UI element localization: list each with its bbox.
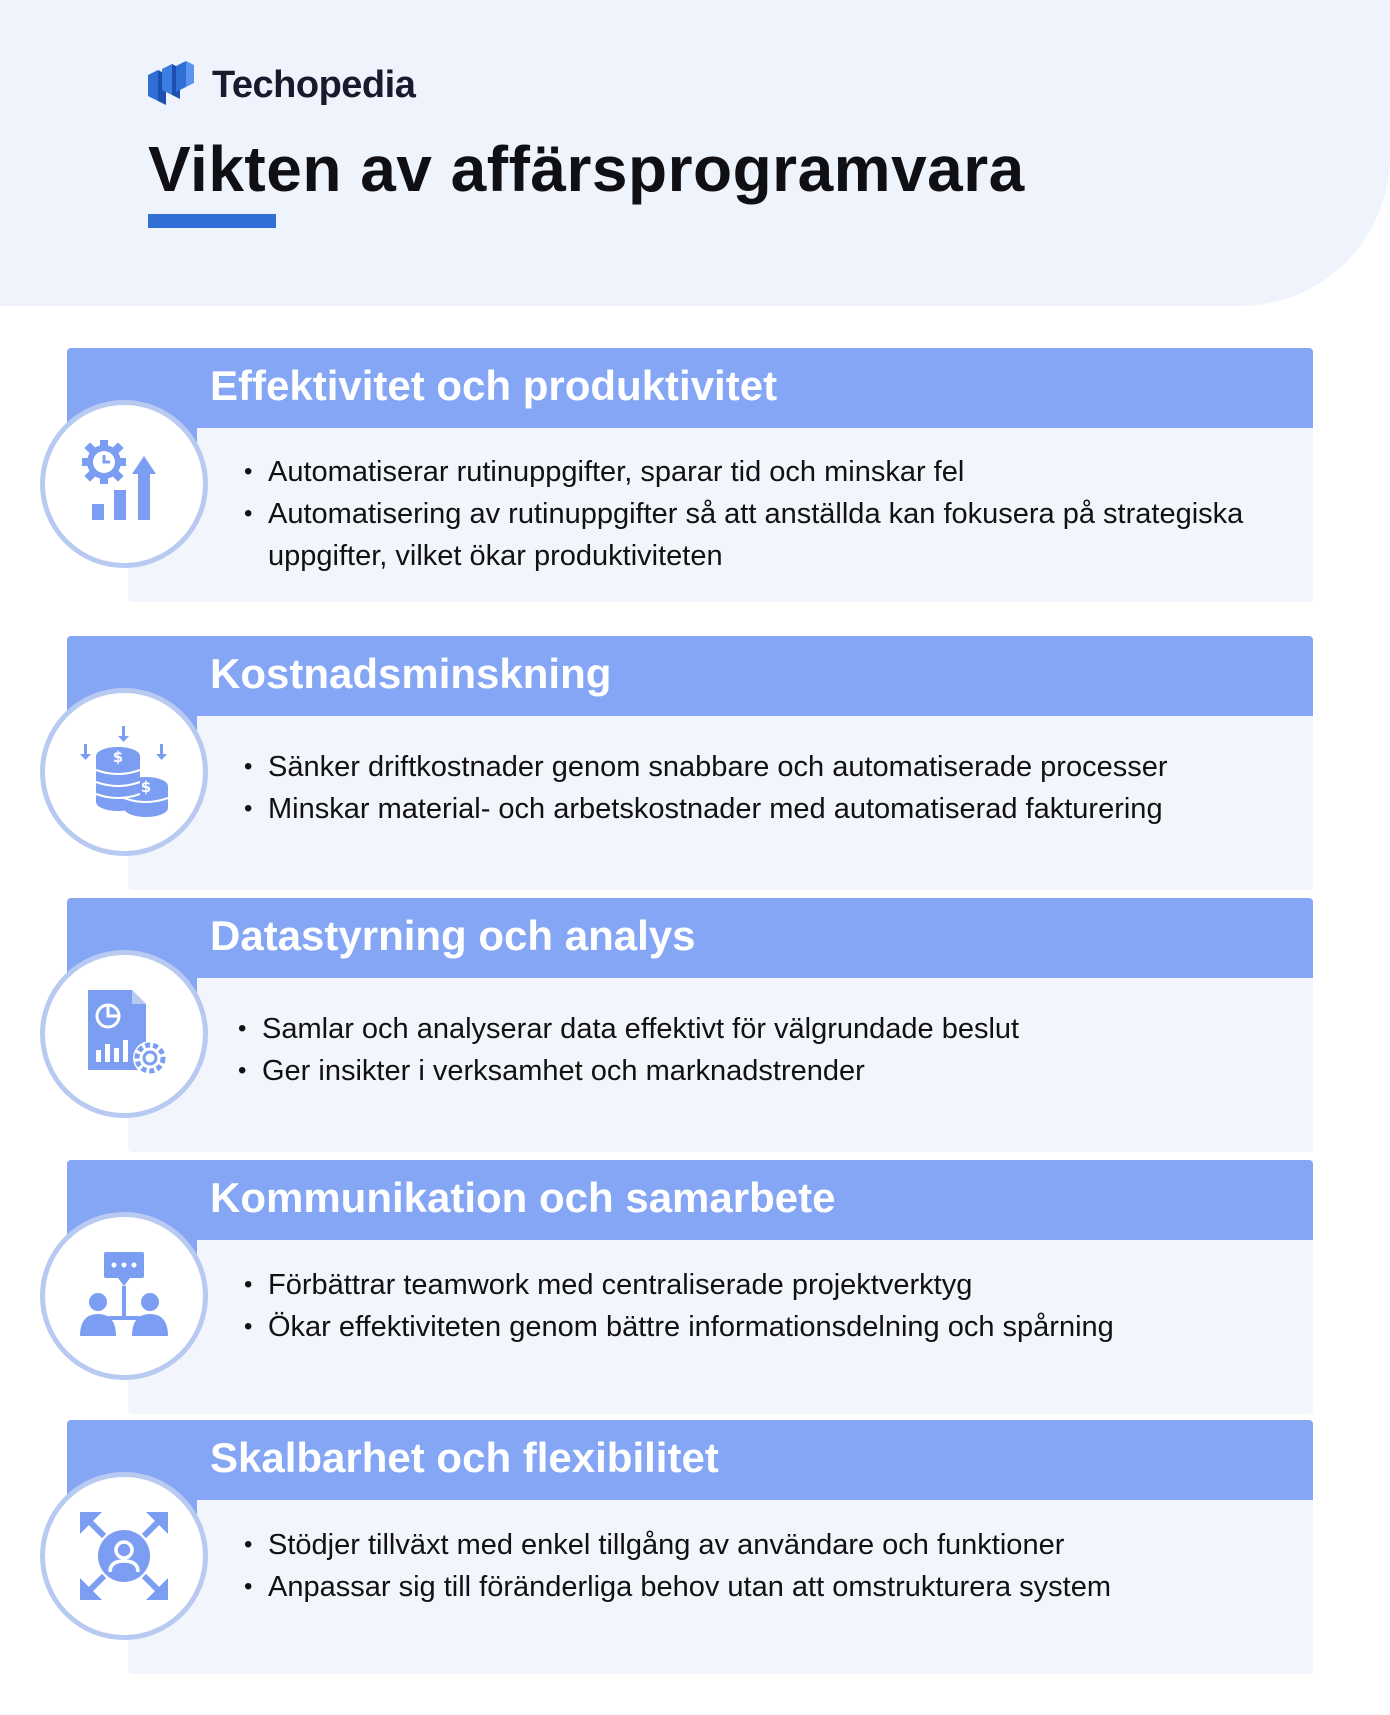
section-title: Datastyrning och analys [210,912,696,959]
section-icon-circle [40,688,208,856]
svg-text:$: $ [112,748,124,766]
section-icon-circle [40,400,208,568]
page-title: Vikten av affärsprogramvara [148,133,1025,205]
list-item: • Förbättrar teamwork med centraliserade projektverktyg [244,1264,1284,1306]
list-item: • Sänker driftkostnader genom snabbare och automatiserade processer [244,746,1284,788]
section-icon-circle [40,1212,208,1380]
section-kommunikation [40,1160,1320,1415]
list-item: • Stödjer tillväxt med enkel tillgång av användare och funktioner [244,1524,1284,1566]
brand-logo[interactable] [148,58,415,112]
list-item: • Ger insikter i verksamhet och marknadstrender [238,1050,1278,1092]
list-item: • Minskar material- och arbetskostnader med automatiserad fakturering [244,788,1284,830]
list-item: • Automatisering av rutinuppgifter så att anställda kan fokusera på strategiska uppgifter, vilket ökar produktiviteten [244,493,1284,577]
section-title: Kostnadsminskning [210,650,612,697]
section-title: Effektivitet och produktivitet [210,362,778,409]
team-chat-icon [74,1246,174,1346]
section-title: Kommunikation och samarbete [210,1174,836,1221]
section-icon-circle [40,1472,208,1640]
section-bullet-list [238,1008,1278,1092]
user-expand-icon [74,1506,174,1606]
data-report-icon [74,984,174,1084]
list-item: • Samlar och analyserar data effektivt för välgrundade beslut [238,1008,1278,1050]
section-bullet-list [244,1264,1284,1348]
section-icon-circle [40,950,208,1118]
list-item: • Anpassar sig till föränderliga behov utan att omstrukturera system [244,1566,1284,1608]
section-skalbarhet [40,1420,1320,1675]
section-bullet-list [244,746,1284,830]
techopedia-logo-icon [148,61,194,109]
coins-down-icon [74,722,174,822]
brand-name: Techopedia [212,63,416,106]
section-datastyrning [40,898,1320,1153]
section-bullet-list [244,1524,1284,1608]
section-bullet-list [244,451,1284,577]
section-title: Skalbarhet och flexibilitet [210,1434,719,1481]
list-item: • Automatiserar rutinuppgifter, sparar tid och minskar fel [244,451,1284,493]
list-item: • Ökar effektiviteten genom bättre informationsdelning och spårning [244,1306,1284,1348]
title-underline [148,214,276,228]
svg-text:$: $ [140,778,152,796]
gear-clock-growth-icon [74,434,174,534]
section-effektivitet [40,348,1320,603]
section-kostnadsminskning [40,636,1320,891]
